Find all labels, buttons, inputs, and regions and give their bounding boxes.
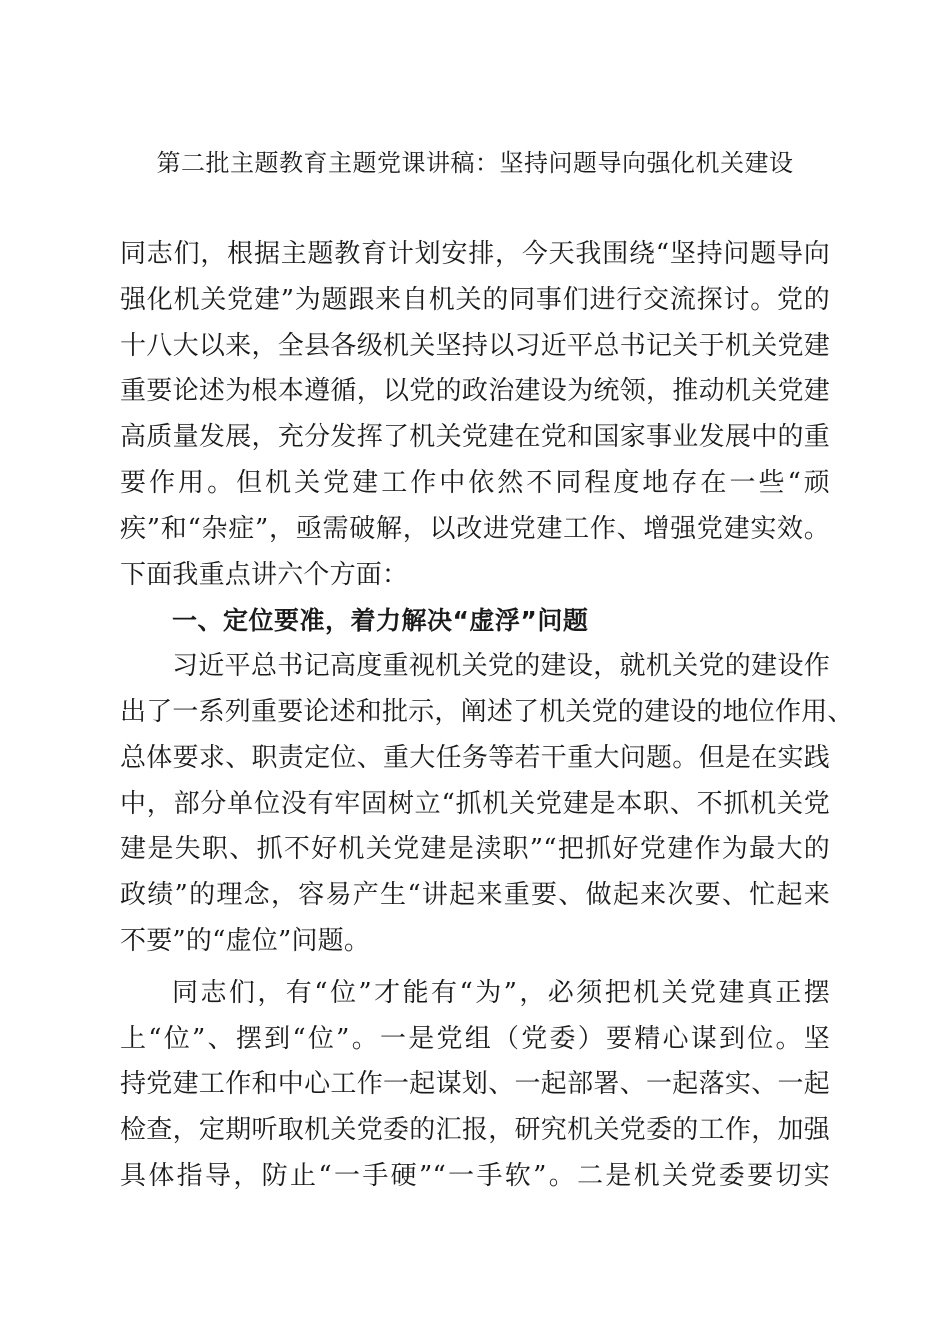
text-line: 强化机关党建”为题跟来自机关的同事们进行交流探讨。党的 [120, 284, 830, 315]
text-line: 建是失职、抓不好机关党建是渎职”“把抓好党建作为最大的 [120, 834, 830, 865]
text-line: 重要论述为根本遵循，以党的政治建设为统领，推动机关党建 [120, 376, 830, 407]
text-line: 持党建工作和中心工作一起谋划、一起部署、一起落实、一起 [120, 1069, 830, 1100]
text-line: 疾”和“杂症”，亟需破解，以改进党建工作、增强党建实效。 [120, 513, 830, 544]
text-line: 总体要求、职责定位、重大任务等若干重大问题。但是在实践 [120, 742, 830, 773]
text-line: 检查，定期听取机关党委的汇报，研究机关党委的工作，加强 [120, 1115, 830, 1146]
document-title: 第二批主题教育主题党课讲稿：坚持问题导向强化机关建设 [156, 149, 794, 177]
text-line: 要作用。但机关党建工作中依然不同程度地存在一些“顽 [120, 467, 830, 498]
text-line: 同志们，根据主题教育计划安排，今天我围绕“坚持问题导向 [120, 239, 830, 269]
text-line: 不要”的“虚位”问题。 [120, 925, 371, 956]
text-line: 同志们，有“位”才能有“为”，必须把机关党建真正摆 [172, 977, 830, 1008]
text-line: 十八大以来，全县各级机关坚持以习近平总书记关于机关党建 [120, 330, 830, 361]
text-line: 具体指导，防止“一手硬”“一手软”。二是机关党委要切实 [120, 1160, 830, 1191]
text-line: 政绩”的理念，容易产生“讲起来重要、做起来次要、忙起来 [120, 880, 830, 911]
text-line: 出了一系列重要论述和批示，阐述了机关党的建设的地位作用、 [120, 696, 854, 727]
text-line: 上“位”、摆到“位”。一是党组（党委）要精心谋到位。坚 [120, 1023, 830, 1054]
section-heading: 一、定位要准，着力解决“虚浮”问题 [172, 606, 589, 636]
text-line: 下面我重点讲六个方面： [120, 559, 409, 590]
intro-paragraph [120, 232, 854, 1200]
text-line: 习近平总书记高度重视机关党的建设，就机关党的建设作 [172, 651, 830, 682]
text-line: 高质量发展，充分发挥了机关党建在党和国家事业发展中的重 [120, 422, 830, 453]
text-line: 中，部分单位没有牢固树立“抓机关党建是本职、不抓机关党 [120, 788, 830, 819]
